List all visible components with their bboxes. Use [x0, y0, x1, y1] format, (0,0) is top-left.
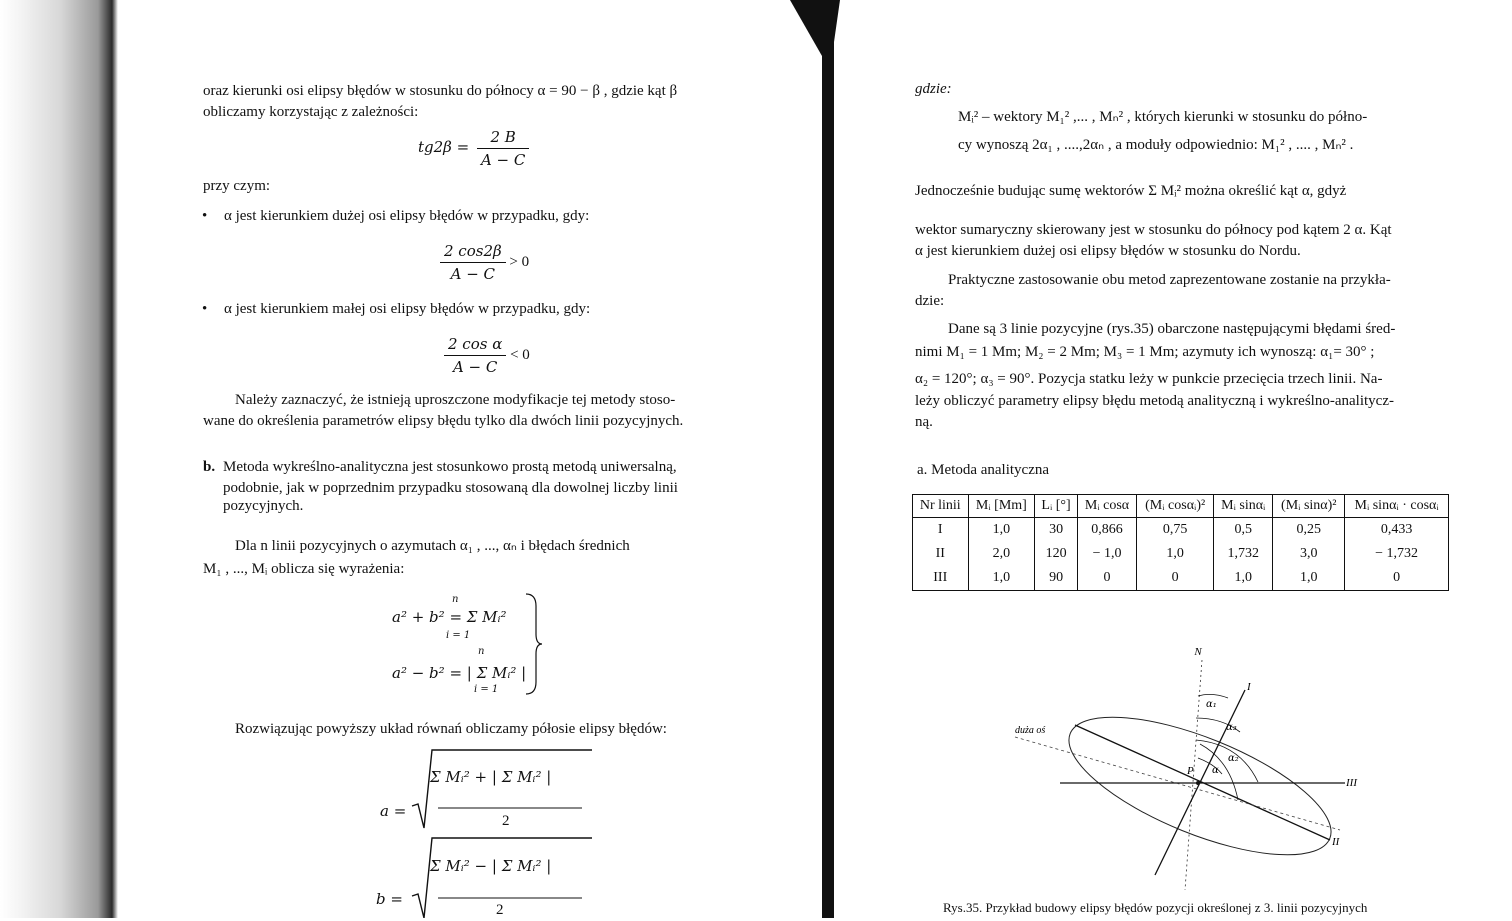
jednoczesnie-line-3: α jest kierunkiem dużej osi elipsy błędów w stosunku do Nordu. — [915, 243, 1301, 259]
book-spine — [822, 0, 834, 918]
cell: 1,0 — [1273, 566, 1345, 591]
dane-line-3: α₂ = 120°; α₃ = 90°. Pozycja statku leży w punkcie przecięcia trzech linii. Na- — [915, 371, 1383, 387]
th-nr: Nr linii — [913, 495, 969, 518]
system-eq-2: a² − b² = | Σ Mᵢ² | — [392, 664, 527, 682]
th-misin2: (Mᵢ sinα)² — [1273, 495, 1345, 518]
dane-line-2: nimi M₁ = 1 Mm; M₂ = 2 Mm; M₃ = 1 Mm; azymuty ich wynoszą: α₁= 30° ; — [915, 344, 1375, 360]
section-b-line-2: podobnie, jak w poprzednim przypadku stosowaną dla dowolnej liczby linii — [223, 480, 678, 496]
label-duza-os: duża oś — [1015, 725, 1046, 736]
cell: 0 — [1137, 566, 1214, 591]
dla-line-1: Dla n linii pozycyjnych o azymutach α₁ , ..., αₙ i błędach średnich — [235, 538, 630, 554]
label-alpha2: α₂ — [1228, 753, 1239, 764]
cell: 0 — [1345, 566, 1449, 591]
eq2-denominator: A − C — [450, 265, 496, 283]
th-micos2: (Mᵢ cosαᵢ)² — [1137, 495, 1214, 518]
equation-tg2beta — [418, 126, 529, 171]
a-numerator: Σ Mᵢ² + | Σ Mᵢ² | — [430, 768, 552, 786]
jednoczesnie-line-1: Jednocześnie budując sumę wektorów Σ Mᵢ² można określić kąt α, gdyż — [915, 183, 1347, 199]
cell: 2,0 — [968, 542, 1035, 566]
figure-caption: Rys.35. Przykład budowy elipsy błędów pozycji określonej z 3. linii pozycyjnych — [943, 900, 1368, 915]
point-P — [1196, 781, 1200, 785]
section-b-line-1: Metoda wykreślno-analityczna jest stosunkowo prostą metodą uniwersalną, — [223, 459, 677, 475]
label-III: III — [1346, 777, 1357, 789]
sum1-lower-limit: i = 1 — [446, 630, 471, 641]
eq2-numerator: 2 cos2β — [440, 240, 506, 263]
cell: 0,75 — [1137, 518, 1214, 543]
b-denominator: 2 — [496, 902, 504, 918]
cell: III — [913, 566, 969, 591]
th-li: Lᵢ [°] — [1035, 495, 1078, 518]
label-I: I — [1247, 681, 1251, 693]
cell: − 1,0 — [1077, 542, 1136, 566]
eq1-numerator: 2 B — [477, 126, 529, 149]
gdzie-label: gdzie: — [915, 81, 952, 97]
para-obliczamy: obliczamy korzystając z zależności: — [203, 104, 419, 120]
eq3-relation: < 0 — [510, 346, 530, 363]
para-kierunki: oraz kierunki osi elipsy błędów w stosunku do północy α = 90 − β , gdzie kąt β — [203, 83, 678, 99]
th-mi: Mᵢ [Mm] — [968, 495, 1035, 518]
gdzie-line-1: Mᵢ² – wektory M₁² ,... , Mₙ² , których kierunki w stosunku do półno- — [958, 109, 1368, 125]
cell: 0,433 — [1345, 518, 1449, 543]
cell: 0,25 — [1273, 518, 1345, 543]
cell: 1,732 — [1214, 542, 1273, 566]
dane-line-5: ną. — [915, 414, 933, 430]
page-gutter-shadow — [0, 0, 118, 918]
system-brace — [522, 592, 544, 696]
a-denominator: 2 — [502, 813, 510, 829]
label-alpha1: α₁ — [1206, 699, 1217, 710]
eq1-denominator: A − C — [480, 151, 526, 169]
figure-35-ellipse — [1000, 640, 1380, 895]
sum2-upper-limit: n — [478, 646, 485, 657]
praktyczne-line-1: Praktyczne zastosowanie obu metod zaprezentowane zostanie na przykła- — [948, 272, 1391, 288]
arc-alpha1 — [1198, 694, 1228, 698]
dane-line-4: leży obliczyć parametry elipsy błędu metodą analityczną i wykreślno-analitycz- — [915, 393, 1394, 409]
equation-cos2beta — [440, 240, 529, 285]
cell: II — [913, 542, 969, 566]
cell: 30 — [1035, 518, 1078, 543]
cell: 1,0 — [1137, 542, 1214, 566]
system-eq-1: a² + b² = Σ Mᵢ² — [392, 608, 507, 626]
data-table — [912, 494, 1449, 591]
th-misin: Mᵢ sinαᵢ — [1214, 495, 1273, 518]
table-row — [913, 518, 1449, 543]
th-misincos: Mᵢ sinαᵢ · cosαᵢ — [1345, 495, 1449, 518]
gdzie-line-2: cy wynoszą 2α₁ , ....,2αₙ , a moduły odpowiednio: M₁² , .... , Mₙ² . — [958, 137, 1354, 153]
note-line-1: Należy zaznaczyć, że istnieją uproszczone modyfikacje tej metody stoso- — [235, 392, 676, 408]
b-numerator: Σ Mᵢ² − | Σ Mᵢ² | — [430, 857, 552, 875]
label-P: P — [1187, 765, 1194, 777]
cell: 0,5 — [1214, 518, 1273, 543]
note-line-2: wane do określenia parametrów elipsy błędu tylko dla dwóch linii pozycyjnych. — [203, 413, 684, 429]
praktyczne-line-2: dzie: — [915, 293, 945, 309]
th-micos: Mᵢ cosα — [1077, 495, 1136, 518]
cell: − 1,732 — [1345, 542, 1449, 566]
cell: I — [913, 518, 969, 543]
section-b-line-3: pozycyjnych. — [223, 498, 304, 514]
bullet-mala-os: • α jest kierunkiem małej osi elipsy błędów w przypadku, gdy: — [224, 298, 590, 320]
b-lhs: b = — [376, 890, 403, 908]
cell: 0,866 — [1077, 518, 1136, 543]
eq3-denominator: A − C — [452, 358, 498, 376]
cell: 1,0 — [1214, 566, 1273, 591]
cell: 0 — [1077, 566, 1136, 591]
eq3-numerator: 2 cos α — [444, 333, 506, 356]
bullet-duza-os: • α jest kierunkiem dużej osi elipsy błędów w przypadku, gdy: — [224, 205, 589, 227]
cell: 120 — [1035, 542, 1078, 566]
sum2-lower-limit: i = 1 — [474, 684, 499, 695]
cell: 3,0 — [1273, 542, 1345, 566]
cell: 1,0 — [968, 518, 1035, 543]
eq2-relation: > 0 — [509, 253, 530, 270]
label-N: N — [1194, 646, 1202, 658]
a-lhs: a = — [380, 802, 407, 820]
dla-line-2: M₁ , ..., Mᵢ oblicza się wyrażenia: — [203, 561, 405, 577]
section-b-label: b. — [203, 459, 216, 475]
label-alpha: α — [1212, 765, 1219, 776]
sum1-upper-limit: n — [452, 594, 459, 605]
jednoczesnie-line-2: wektor sumaryczny skierowany jest w stosunku do północy pod kątem 2 α. Kąt — [915, 222, 1392, 238]
rozwiazujac: Rozwiązując powyższy układ równań obliczamy półosie elipsy błędów: — [235, 721, 667, 737]
label-alpha3: α₃ — [1226, 722, 1237, 733]
label-II: II — [1332, 836, 1340, 848]
section-a-heading: a. Metoda analityczna — [917, 462, 1050, 478]
eq1-lhs: tg2β = — [418, 137, 470, 156]
spine-top-shadow — [790, 0, 840, 70]
cell: 1,0 — [968, 566, 1035, 591]
cell: 90 — [1035, 566, 1078, 591]
table-row — [913, 566, 1449, 591]
przy-czym: przy czym: — [203, 178, 271, 194]
equation-cosalpha — [444, 333, 530, 378]
dane-line-1: Dane są 3 linie pozycyjne (rys.35) obarczone następującymi błędami śred- — [948, 321, 1396, 337]
table-row — [913, 542, 1449, 566]
